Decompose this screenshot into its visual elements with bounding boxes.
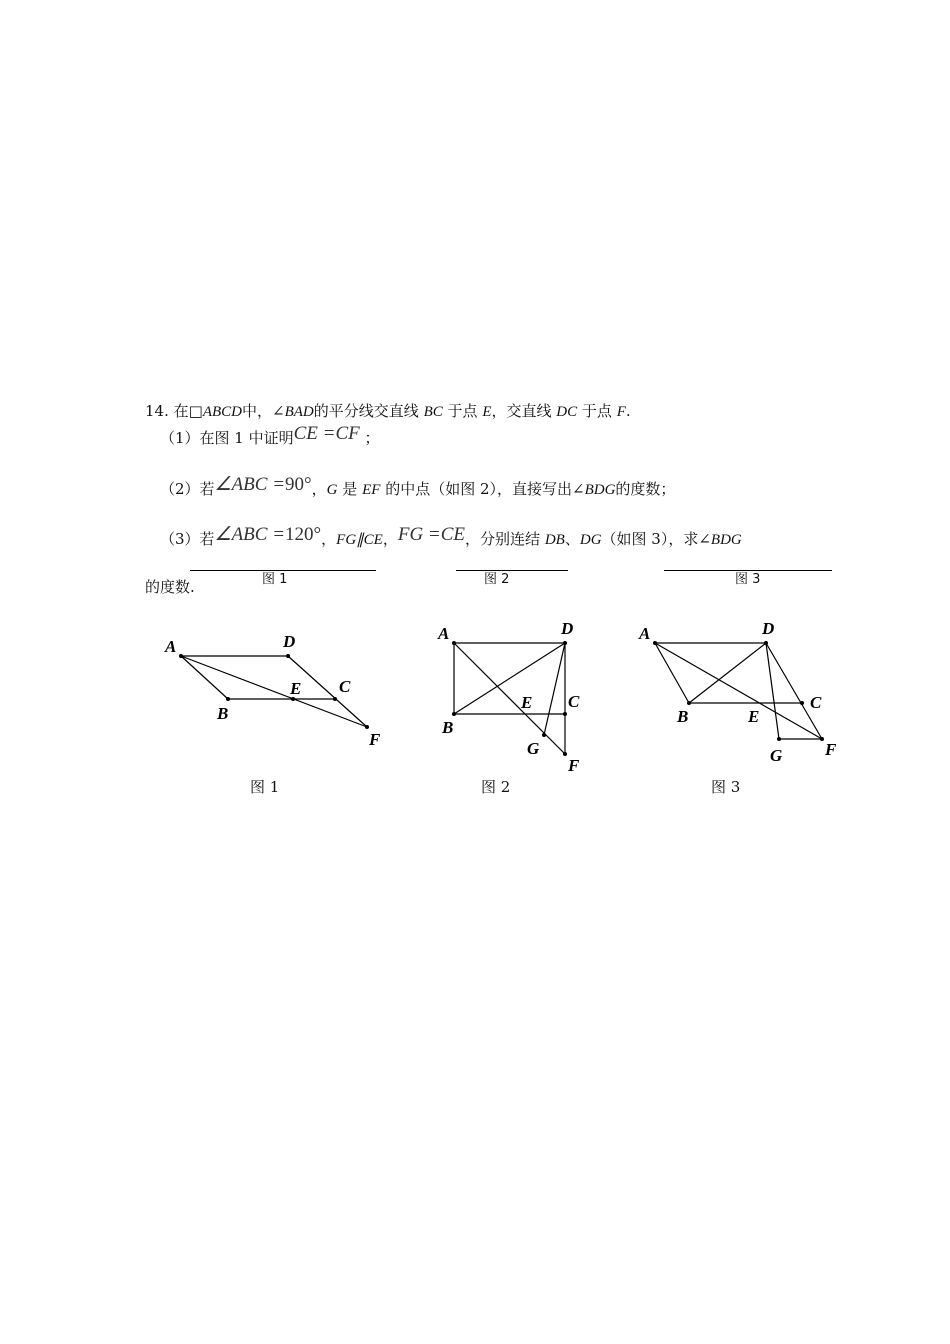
part-3-continuation: 的度数.: [145, 578, 195, 596]
point-dot-g: [777, 737, 781, 741]
label-f: F: [568, 756, 580, 775]
parallelogram-symbol: □: [188, 402, 203, 420]
label-b: B: [217, 704, 229, 723]
part-2: （2）若∠ABC =90°，G 是 EF 的中点（如图 2），直接写出∠BDG的度数；: [160, 474, 676, 498]
top-label-1: 图 1: [262, 572, 288, 587]
problem-statement: 14. 在□ABCD中，∠BAD的平分线交直线 BC 于点 E，交直线 DC 于点 F.: [145, 402, 631, 420]
part-1-math: CE =CF: [293, 423, 360, 444]
label-g: G: [770, 746, 783, 765]
figure-3-caption: 图 3: [711, 778, 741, 796]
segment-dc: [766, 643, 822, 739]
label-f: F: [369, 730, 381, 749]
point-dot-d: [764, 641, 768, 645]
label-b: B: [677, 707, 689, 726]
top-label-2: 图 2: [484, 572, 510, 587]
segment-bd: [689, 643, 766, 703]
label-d: D: [561, 619, 574, 638]
label-e: E: [521, 693, 533, 712]
label-f: F: [825, 740, 837, 759]
label-c: C: [568, 692, 580, 711]
label-d: D: [283, 632, 296, 651]
label-b: B: [442, 718, 454, 737]
problem-number: 14.: [145, 402, 169, 420]
part-1: （1）在图 1 中证明CE =CF ；: [160, 423, 380, 447]
label-c: C: [339, 677, 351, 696]
label-e: E: [748, 707, 760, 726]
label-a: A: [438, 624, 450, 643]
label-e: E: [290, 679, 302, 698]
segment-ab: [655, 643, 689, 703]
label-d: D: [762, 619, 775, 638]
label-c: C: [810, 693, 822, 712]
label-a: A: [165, 637, 177, 656]
point-dot-f: [820, 737, 824, 741]
part-3: （3）若∠ABC =120°，FG∥CE，FG =CE，分别连结 DB、DG（如图 3），求∠BDG: [160, 524, 742, 548]
figure-2-caption: 图 2: [481, 778, 511, 796]
figure-1-caption: 图 1: [250, 778, 280, 796]
point-dot-a: [653, 641, 657, 645]
label-a: A: [639, 624, 651, 643]
label-g: G: [527, 739, 540, 758]
point-dot-b: [687, 701, 691, 705]
point-dot-c: [800, 701, 804, 705]
top-label-3: 图 3: [735, 572, 761, 587]
segment-dg: [766, 643, 779, 739]
